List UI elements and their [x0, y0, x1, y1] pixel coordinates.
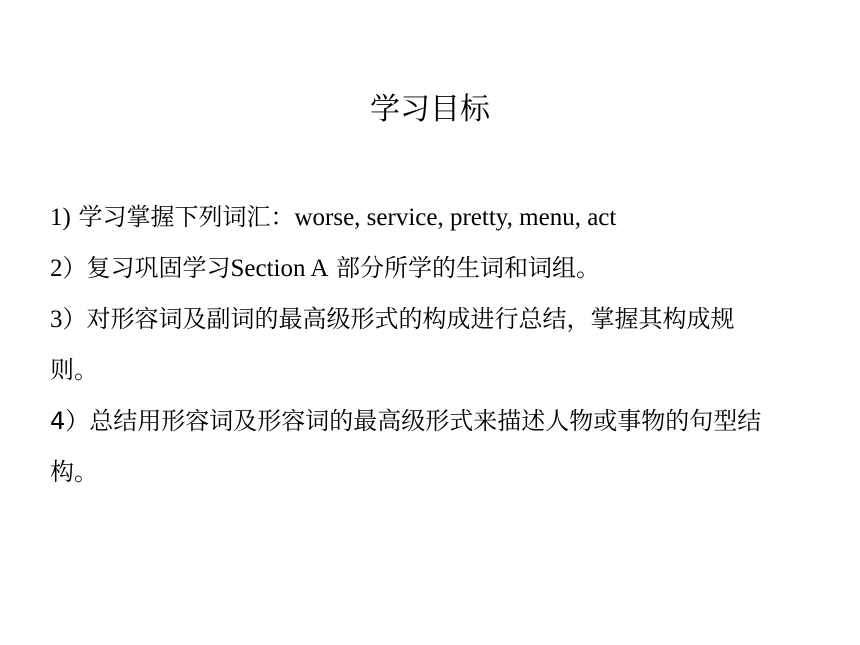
- objective-number: 4: [50, 407, 66, 435]
- objective-number: 1): [50, 204, 71, 231]
- objective-text: 学习掌握下列词汇：: [70, 203, 295, 231]
- objective-item-3: [50, 294, 770, 396]
- section-name: Section A: [230, 255, 329, 282]
- objective-text: ）对形容词及副词的最高级形式的构成进行总结，掌握其构成规则。: [50, 305, 735, 384]
- objective-item-2: [50, 243, 770, 294]
- objectives-list: [50, 192, 770, 498]
- slide-title: 学习目标: [370, 92, 490, 127]
- objective-number: 3: [50, 306, 63, 333]
- objective-item-1: [50, 192, 770, 243]
- objective-text-continued: 部分所学的生词和词组。: [328, 254, 601, 282]
- objective-number: 2: [50, 255, 63, 282]
- objective-text: ）复习巩固学习: [62, 254, 231, 282]
- objective-text: ）总结用形容词及形容词的最高级形式来描述人物或事物的句型结构。: [50, 407, 762, 486]
- objective-item-4: [50, 396, 770, 498]
- vocabulary-words: worse, service, pretty, menu, act: [294, 204, 617, 231]
